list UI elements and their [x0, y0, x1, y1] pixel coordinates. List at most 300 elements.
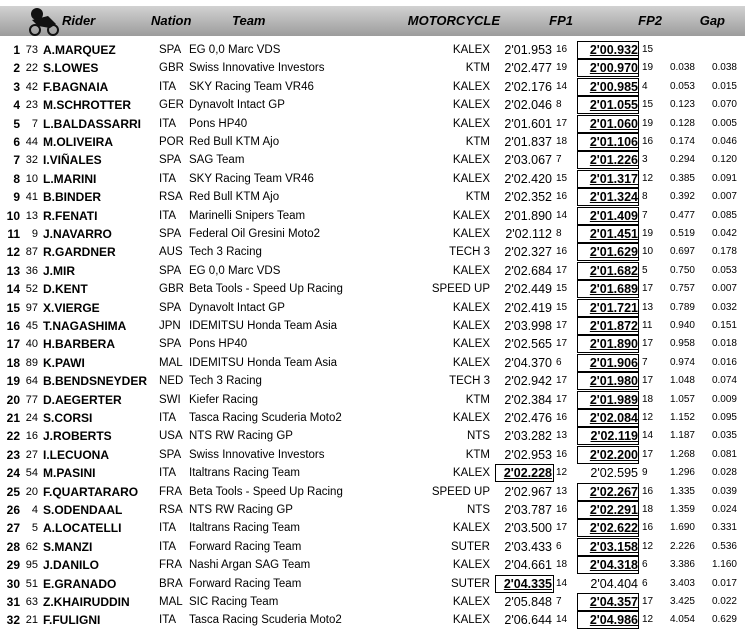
- cell-fp1: 2'02.684: [504, 263, 552, 278]
- cell-num: 51: [25, 577, 38, 590]
- table-row: [0, 299, 745, 317]
- cell-team: Tech 3 Racing: [189, 246, 262, 259]
- cell-prev: 0.015: [711, 80, 737, 92]
- cell-team: EG 0,0 Marc VDS: [189, 44, 281, 56]
- cell-gap: 0.385: [669, 172, 695, 184]
- cell-moto: KTM: [465, 448, 490, 461]
- cell-name: X.VIERGE: [43, 300, 100, 315]
- cell-nation: ITA: [159, 467, 177, 480]
- cell-nation: SPA: [159, 154, 182, 167]
- cell-name: H.BARBERA: [43, 337, 115, 352]
- cell-num: 5: [31, 522, 38, 535]
- cell-nation: SPA: [159, 228, 182, 240]
- cell-prev: 0.007: [711, 283, 737, 295]
- cell-num: 21: [25, 614, 38, 627]
- cell-gap: 1.359: [669, 504, 695, 515]
- cell-fp2: 2'01.721: [589, 300, 638, 315]
- cell-nation: JPN: [159, 320, 181, 332]
- cell-prev: 0.024: [711, 504, 737, 515]
- cell-lap2: 12: [642, 614, 654, 626]
- cell-nation: ITA: [159, 117, 177, 130]
- cell-name: B.BINDER: [43, 190, 102, 205]
- cell-lap1: 16: [556, 412, 568, 423]
- cell-prev: 0.085: [711, 209, 737, 221]
- cell-fp1: 2'01.601: [504, 116, 552, 131]
- cell-nation: FRA: [159, 559, 182, 572]
- cell-prev: 0.074: [711, 375, 737, 387]
- cell-lap1: 6: [556, 356, 562, 368]
- header-gap: Gap: [699, 13, 725, 28]
- cell-moto: SPEED UP: [431, 283, 490, 296]
- cell-team: Marinelli Snipers Team: [189, 209, 306, 222]
- cell-lap2: 6: [642, 577, 648, 589]
- cell-gap: 2.226: [669, 540, 695, 552]
- cell-moto: KALEX: [452, 228, 490, 240]
- cell-prev: 0.035: [711, 430, 737, 442]
- cell-nation: GBR: [159, 283, 184, 296]
- cell-fp2: 2'04.986: [589, 613, 638, 628]
- cell-lap2: 18: [642, 504, 654, 515]
- cell-fp2: 2'02.622: [589, 521, 638, 536]
- cell-fp1: 2'03.282: [504, 429, 552, 444]
- cell-moto: KALEX: [452, 320, 490, 332]
- cell-num: 73: [25, 44, 38, 56]
- cell-lap2: 12: [642, 412, 654, 423]
- cell-prev: 1.160: [711, 559, 737, 571]
- table-row: [0, 188, 745, 206]
- cell-prev: 0.007: [711, 191, 737, 203]
- cell-moto: KALEX: [452, 44, 490, 56]
- cell-lap2: 13: [642, 301, 654, 313]
- cell-team: Beta Tools - Speed Up Racing: [189, 485, 343, 498]
- cell-pos: 14: [6, 282, 20, 297]
- cell-pos: 17: [6, 337, 20, 352]
- cell-prev: 0.095: [711, 412, 737, 423]
- cell-pos: 31: [6, 595, 20, 609]
- cell-prev: 0.331: [711, 522, 737, 534]
- cell-fp1: 2'02.228: [503, 466, 552, 481]
- table-row: [0, 335, 745, 353]
- cell-fp1: 2'05.848: [504, 595, 552, 609]
- table-row: [0, 372, 745, 390]
- cell-fp2: 2'01.629: [589, 245, 638, 260]
- cell-num: 7: [31, 117, 38, 130]
- cell-fp2: 2'00.970: [589, 61, 638, 76]
- cell-pos: 25: [6, 484, 20, 499]
- table-row: [0, 262, 745, 280]
- cell-fp1: 2'02.419: [504, 300, 552, 315]
- cell-prev: 0.151: [711, 320, 737, 331]
- cell-pos: 7: [13, 153, 20, 168]
- cell-moto: KALEX: [452, 99, 490, 112]
- cell-prev: 0.053: [711, 264, 737, 276]
- cell-num: 64: [25, 375, 38, 388]
- header-fp1: FP1: [549, 13, 573, 28]
- cell-team: SKY Racing Team VR46: [189, 172, 314, 185]
- cell-fp1: 2'02.046: [504, 98, 552, 113]
- table-row: [0, 483, 745, 501]
- table-row: [0, 501, 745, 519]
- cell-gap: 0.958: [669, 338, 695, 350]
- cell-prev: 0.005: [711, 117, 737, 129]
- cell-gap: 0.697: [669, 246, 695, 258]
- cell-team: NTS RW Racing GP: [189, 430, 293, 443]
- cell-moto: KTM: [465, 191, 490, 204]
- cell-nation: SPA: [159, 301, 182, 314]
- cell-lap1: 18: [556, 136, 568, 147]
- cell-num: 36: [25, 264, 38, 277]
- cell-team: Pons HP40: [189, 117, 248, 130]
- cell-lap2: 5: [642, 264, 648, 276]
- cell-nation: ITA: [159, 614, 177, 627]
- cell-num: 23: [25, 99, 38, 112]
- cell-fp2: 2'01.872: [589, 319, 638, 333]
- table-row: [0, 427, 745, 445]
- header-motorcycle: MOTORCYCLE: [407, 13, 500, 28]
- cell-fp2: 2'04.404: [590, 576, 638, 591]
- cell-nation: MAL: [159, 356, 183, 369]
- cell-name: J.NAVARRO: [43, 227, 112, 241]
- cell-team: SKY Racing Team VR46: [189, 80, 314, 93]
- table-row: [0, 115, 745, 133]
- cell-team: Forward Racing Team: [189, 540, 302, 553]
- cell-num: 24: [25, 412, 38, 424]
- cell-prev: 0.016: [711, 356, 737, 368]
- cell-gap: 0.392: [669, 191, 695, 203]
- cell-prev: 0.070: [711, 99, 737, 111]
- cell-lap2: 9: [642, 467, 648, 479]
- cell-pos: 9: [13, 190, 20, 205]
- cell-num: 44: [25, 136, 38, 148]
- cell-fp2: 2'04.357: [589, 595, 638, 609]
- header-team: Team: [232, 13, 266, 28]
- cell-name: T.NAGASHIMA: [43, 319, 127, 333]
- cell-team: Dynavolt Intact GP: [189, 301, 285, 314]
- cell-fp2: 2'01.409: [589, 208, 638, 223]
- cell-fp1: 2'03.787: [504, 503, 552, 517]
- cell-gap: 1.057: [669, 393, 695, 405]
- cell-pos: 27: [6, 521, 20, 536]
- cell-nation: BRA: [159, 577, 183, 590]
- cell-nation: SWI: [159, 393, 181, 406]
- cell-fp2: 2'01.317: [589, 171, 638, 186]
- cell-lap1: 17: [556, 522, 568, 534]
- table-row: [0, 280, 745, 298]
- cell-prev: 0.046: [711, 136, 737, 147]
- cell-lap1: 16: [556, 448, 568, 460]
- cell-lap2: 11: [642, 320, 653, 331]
- cell-num: 13: [25, 209, 38, 222]
- cell-team: Red Bull KTM Ajo: [189, 191, 280, 204]
- cell-gap: 1.152: [669, 412, 695, 423]
- cell-team: Swiss Innovative Investors: [189, 62, 325, 75]
- cell-fp2: 2'02.267: [589, 484, 638, 499]
- table-row: [0, 96, 745, 114]
- cell-nation: SPA: [159, 448, 182, 461]
- cell-fp1: 2'02.942: [504, 374, 552, 389]
- cell-num: 20: [25, 485, 38, 498]
- cell-gap: 0.038: [669, 62, 695, 74]
- cell-lap1: 12: [556, 467, 568, 479]
- cell-num: 22: [25, 62, 38, 75]
- cell-moto: KALEX: [452, 80, 490, 93]
- cell-pos: 5: [13, 116, 20, 131]
- cell-num: 42: [25, 80, 38, 93]
- cell-lap2: 10: [642, 246, 654, 258]
- cell-gap: 1.268: [669, 448, 695, 460]
- cell-fp2: 2'00.932: [589, 43, 638, 57]
- cell-fp2: 2'01.906: [589, 355, 638, 370]
- cell-lap2: 12: [642, 172, 654, 184]
- cell-fp1: 2'02.384: [504, 392, 552, 407]
- cell-fp2: 2'01.989: [589, 392, 638, 407]
- cell-pos: 23: [6, 447, 20, 462]
- cell-name: J.ROBERTS: [43, 429, 112, 444]
- cell-lap2: 19: [642, 62, 654, 74]
- cell-name: R.GARDNER: [43, 245, 116, 260]
- cell-nation: SPA: [159, 44, 182, 56]
- cell-pos: 19: [6, 374, 20, 389]
- cell-gap: 1.048: [669, 375, 695, 387]
- cell-gap: 3.425: [669, 596, 695, 607]
- cell-lap1: 17: [556, 338, 568, 350]
- cell-lap2: 7: [642, 356, 648, 368]
- cell-team: Pons HP40: [189, 338, 248, 351]
- cell-lap1: 17: [556, 375, 568, 387]
- cell-team: Italtrans Racing Team: [189, 522, 301, 535]
- cell-gap: 0.519: [669, 228, 695, 239]
- table-row: [0, 170, 745, 188]
- cell-nation: SPA: [159, 264, 182, 277]
- cell-fp2: 2'01.106: [589, 135, 638, 149]
- cell-lap1: 17: [556, 264, 568, 276]
- cell-fp1: 2'03.998: [504, 319, 552, 333]
- cell-lap1: 16: [556, 44, 568, 55]
- cell-lap2: 17: [642, 338, 654, 350]
- cell-prev: 0.038: [711, 62, 737, 74]
- cell-name: R.FENATI: [43, 208, 98, 223]
- cell-pos: 29: [6, 558, 20, 573]
- cell-pos: 1: [13, 43, 20, 57]
- cell-gap: 0.174: [669, 136, 695, 147]
- cell-pos: 16: [6, 319, 20, 333]
- cell-name: M.PASINI: [43, 466, 96, 481]
- cell-name: M.SCHROTTER: [43, 98, 131, 113]
- cell-moto: KALEX: [452, 596, 490, 608]
- cell-team: IDEMITSU Honda Team Asia: [189, 356, 338, 369]
- cell-lap2: 17: [642, 375, 654, 387]
- table-row: [0, 556, 745, 574]
- cell-moto: KALEX: [452, 209, 490, 222]
- cell-lap1: 6: [556, 540, 562, 552]
- cell-prev: 0.120: [711, 154, 737, 166]
- cell-moto: SUTER: [451, 540, 490, 553]
- cell-nation: ITA: [159, 80, 177, 93]
- cell-fp1: 2'01.953: [504, 43, 552, 57]
- cell-gap: 0.053: [669, 80, 695, 92]
- cell-num: 10: [25, 172, 38, 185]
- cell-moto: KALEX: [452, 172, 490, 185]
- cell-prev: 0.022: [711, 596, 737, 607]
- cell-lap1: 8: [556, 99, 562, 111]
- cell-team: Tasca Racing Scuderia Moto2: [189, 614, 342, 627]
- table-row: [0, 59, 745, 77]
- cell-pos: 28: [6, 539, 20, 554]
- cell-pos: 2: [13, 61, 20, 76]
- cell-fp2: 2'02.084: [589, 411, 638, 425]
- cell-gap: 3.386: [669, 559, 695, 571]
- cell-name: S.CORSI: [43, 411, 93, 425]
- cell-lap1: 8: [556, 228, 562, 239]
- cell-fp2: 2'01.060: [589, 116, 638, 131]
- cell-fp1: 2'01.837: [504, 135, 552, 149]
- cell-fp1: 2'01.890: [504, 208, 552, 223]
- cell-pos: 20: [6, 392, 20, 407]
- cell-name: Z.KHAIRUDDIN: [43, 595, 130, 609]
- cell-fp1: 2'02.327: [504, 245, 552, 260]
- cell-prev: 0.017: [711, 577, 737, 589]
- cell-gap: 0.294: [669, 154, 695, 166]
- cell-gap: 0.974: [669, 356, 695, 368]
- cell-pos: 3: [13, 79, 20, 94]
- cell-lap1: 14: [556, 209, 568, 221]
- cell-prev: 0.091: [711, 172, 737, 184]
- cell-pos: 30: [6, 576, 20, 591]
- cell-lap1: 15: [556, 301, 568, 313]
- cell-fp1: 2'04.370: [504, 355, 552, 370]
- table-row: [0, 538, 745, 556]
- cell-lap2: 16: [642, 522, 654, 534]
- cell-fp1: 2'02.420: [504, 171, 552, 186]
- cell-lap2: 6: [642, 559, 648, 571]
- cell-num: 97: [25, 301, 38, 314]
- cell-fp1: 2'02.953: [504, 447, 552, 462]
- cell-num: 32: [25, 154, 38, 167]
- cell-moto: KALEX: [452, 614, 490, 627]
- cell-lap1: 13: [556, 485, 568, 497]
- cell-moto: KTM: [465, 136, 490, 148]
- cell-fp2: 2'00.985: [589, 79, 638, 94]
- cell-pos: 12: [6, 245, 20, 260]
- cell-prev: 0.081: [711, 448, 737, 460]
- cell-name: E.GRANADO: [43, 576, 117, 591]
- cell-moto: NTS: [467, 504, 490, 516]
- cell-team: Kiefer Racing: [189, 393, 259, 406]
- cell-name: L.MARINI: [43, 171, 97, 186]
- cell-gap: 4.054: [669, 614, 695, 626]
- table-row: [0, 225, 745, 243]
- cell-pos: 22: [6, 429, 20, 444]
- cell-num: 16: [25, 430, 38, 443]
- cell-name: I.VIÑALES: [43, 153, 102, 168]
- cell-prev: 0.028: [711, 467, 737, 479]
- cell-name: F.QUARTARARO: [43, 484, 139, 499]
- cell-gap: 0.757: [669, 283, 695, 295]
- cell-name: S.LOWES: [43, 61, 99, 76]
- table-row: [0, 317, 745, 335]
- cell-lap1: 16: [556, 246, 568, 258]
- cell-name: S.MANZI: [43, 539, 93, 554]
- cell-nation: AUS: [159, 246, 183, 259]
- cell-fp1: 2'06.644: [504, 613, 552, 628]
- cell-name: A.MARQUEZ: [43, 43, 116, 57]
- cell-fp2: 2'03.158: [589, 539, 638, 554]
- cell-prev: 0.536: [711, 540, 737, 552]
- cell-fp2: 2'02.595: [590, 466, 638, 481]
- cell-lap2: 18: [642, 393, 654, 405]
- cell-lap2: 16: [642, 136, 654, 147]
- cell-gap: 0.789: [669, 301, 695, 313]
- cell-lap2: 12: [642, 540, 654, 552]
- cell-gap: 1.296: [669, 467, 695, 479]
- table-row: [0, 519, 745, 537]
- cell-fp2: 2'01.055: [589, 98, 638, 113]
- cell-pos: 13: [6, 263, 20, 278]
- cell-lap1: 13: [556, 430, 568, 442]
- cell-fp2: 2'01.324: [589, 190, 638, 205]
- cell-lap2: 4: [642, 80, 648, 92]
- cell-name: D.KENT: [43, 282, 88, 297]
- cell-lap1: 14: [556, 614, 568, 626]
- cell-moto: KALEX: [452, 467, 490, 480]
- table-row: [0, 575, 745, 593]
- table-row: [0, 78, 745, 96]
- cell-fp1: 2'04.661: [504, 558, 552, 573]
- cell-prev: 0.178: [711, 246, 737, 258]
- cell-fp2: 2'01.890: [589, 337, 638, 352]
- cell-pos: 32: [6, 613, 20, 628]
- cell-lap1: 16: [556, 504, 568, 515]
- cell-pos: 6: [13, 135, 20, 149]
- cell-gap: 0.123: [669, 99, 695, 111]
- cell-nation: POR: [159, 136, 184, 148]
- cell-name: L.BALDASSARRI: [43, 116, 141, 131]
- cell-nation: RSA: [159, 504, 183, 516]
- header-rider: Rider: [62, 13, 96, 28]
- cell-lap2: 7: [642, 209, 648, 221]
- cell-pos: 4: [13, 98, 20, 113]
- cell-prev: 0.629: [711, 614, 737, 626]
- cell-num: 89: [25, 356, 38, 369]
- cell-fp2: 2'02.119: [590, 429, 638, 444]
- table-row: [0, 41, 745, 59]
- cell-lap1: 15: [556, 283, 568, 295]
- cell-fp2: 2'02.291: [589, 503, 638, 517]
- cell-team: Forward Racing Team: [189, 577, 302, 590]
- table-row: [0, 207, 745, 225]
- cell-fp2: 2'02.200: [589, 447, 638, 462]
- cell-team: SIC Racing Team: [189, 596, 279, 608]
- cell-lap1: 15: [556, 172, 568, 184]
- cell-pos: 8: [13, 171, 20, 186]
- cell-name: F.BAGNAIA: [43, 79, 109, 94]
- cell-name: B.BENDSNEYDER: [43, 374, 148, 389]
- cell-gap: 1.690: [669, 522, 695, 534]
- cell-pos: 26: [6, 503, 20, 517]
- cell-lap2: 3: [642, 154, 648, 166]
- cell-fp1: 2'04.335: [503, 576, 552, 591]
- cell-num: 87: [25, 246, 38, 259]
- cell-lap2: 15: [642, 44, 654, 55]
- cell-num: 63: [25, 596, 38, 608]
- table-row: [0, 133, 745, 151]
- cell-gap: 0.940: [669, 320, 695, 331]
- cell-fp1: 2'02.176: [504, 79, 552, 94]
- cell-moto: KALEX: [452, 117, 490, 130]
- cell-team: Nashi Argan SAG Team: [189, 559, 311, 572]
- cell-fp1: 2'02.112: [505, 227, 552, 241]
- cell-lap2: 17: [642, 448, 654, 460]
